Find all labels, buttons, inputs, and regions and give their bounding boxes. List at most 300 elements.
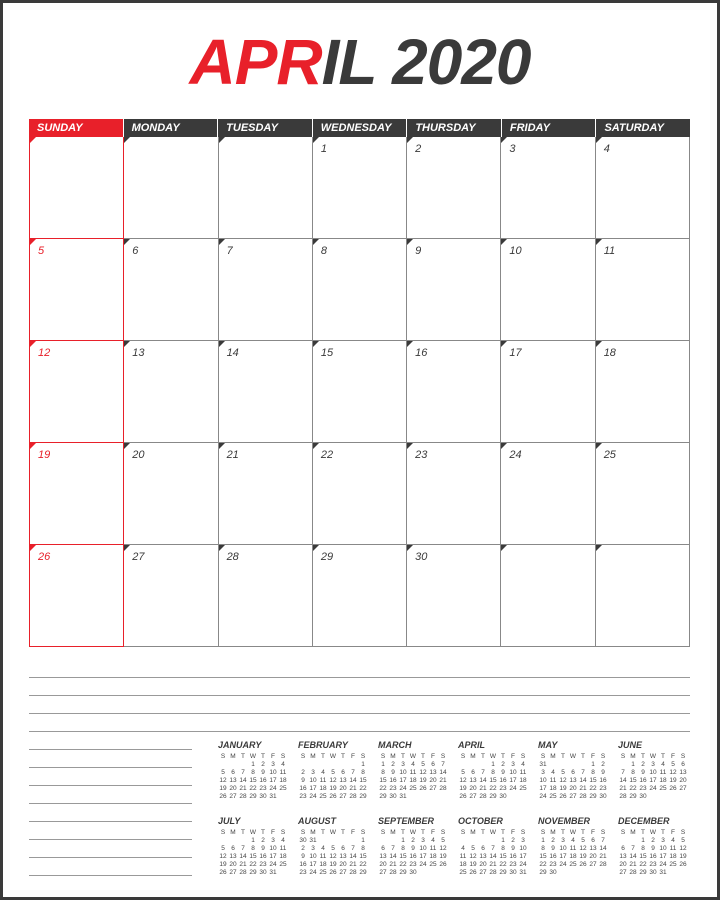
mini-day: 19 [679, 853, 687, 860]
mini-week [218, 869, 288, 877]
mini-day: 23 [259, 785, 267, 792]
mini-day: 17 [519, 853, 527, 860]
mini-day: 20 [569, 785, 577, 792]
mini-day: 4 [281, 761, 285, 768]
mini-day-header: S [620, 753, 626, 760]
mini-day: 15 [589, 777, 597, 784]
day-number: 3 [509, 143, 516, 155]
day-number: 24 [509, 449, 522, 461]
mini-week [218, 793, 288, 801]
mini-day [578, 869, 588, 877]
mini-day: 29 [629, 793, 637, 800]
mini-day-header: T [481, 753, 485, 760]
mini-day: 11 [319, 777, 327, 784]
mini-day: 5 [681, 837, 685, 844]
mini-day: 13 [479, 853, 487, 860]
mini-day: 3 [541, 769, 545, 776]
day-cell[interactable] [29, 239, 124, 341]
day-cell[interactable] [219, 443, 313, 545]
mini-day: 12 [219, 853, 227, 860]
mini-day: 7 [391, 845, 395, 852]
mini-day [618, 761, 628, 769]
day-number: 27 [132, 551, 145, 563]
mini-day: 10 [559, 845, 567, 852]
mini-day: 10 [309, 853, 317, 860]
mini-day: 27 [229, 869, 237, 876]
mini-day-header: T [641, 829, 645, 836]
mini-day: 4 [671, 837, 675, 844]
mini-day [298, 761, 308, 769]
mini-day: 22 [359, 785, 367, 792]
day-number: 5 [38, 245, 45, 257]
day-cell[interactable] [407, 239, 501, 341]
mini-day: 19 [669, 777, 677, 784]
mini-day [648, 793, 658, 801]
mini-day: 22 [489, 785, 497, 792]
mini-day: 2 [601, 761, 605, 768]
mini-day: 15 [629, 777, 637, 784]
mini-day: 29 [489, 793, 497, 800]
day-number: 21 [226, 449, 239, 461]
mini-day: 31 [539, 761, 547, 768]
mini-day: 27 [229, 793, 237, 800]
mini-day: 24 [649, 785, 657, 792]
mini-day: 27 [379, 869, 387, 876]
day-number: 18 [603, 347, 616, 359]
mini-day-header: T [501, 753, 505, 760]
mini-day: 27 [429, 785, 437, 792]
mini-day [308, 761, 318, 769]
mini-day: 10 [399, 769, 407, 776]
note-line [29, 677, 690, 678]
mini-day [668, 793, 678, 801]
mini-day: 25 [549, 793, 557, 800]
note-line [29, 839, 192, 840]
mini-day: 24 [309, 793, 317, 800]
mini-day-headers [378, 829, 448, 837]
mini-day-header: F [671, 753, 675, 760]
mini-week [298, 769, 368, 777]
mini-day: 20 [479, 861, 487, 868]
mini-day: 27 [569, 793, 577, 800]
mini-week [618, 861, 688, 869]
mini-day: 4 [431, 837, 435, 844]
mini-day [328, 761, 338, 769]
mini-day: 1 [251, 837, 255, 844]
mini-day [238, 837, 248, 845]
mini-day-header: S [680, 829, 686, 836]
mini-day: 28 [239, 793, 247, 800]
mini-day: 12 [459, 777, 467, 784]
mini-day: 1 [401, 837, 405, 844]
day-number: 25 [603, 449, 616, 461]
mini-day: 2 [261, 761, 265, 768]
mini-day [628, 837, 638, 845]
mini-day: 27 [339, 793, 347, 800]
mini-day: 29 [539, 869, 547, 876]
mini-day: 3 [401, 761, 405, 768]
mini-calendar [298, 740, 368, 801]
mini-week [298, 837, 368, 845]
mini-day: 16 [259, 853, 267, 860]
mini-day: 25 [519, 785, 527, 792]
mini-day: 29 [249, 793, 257, 800]
mini-month-name: MAY [538, 740, 558, 750]
mini-day [278, 793, 288, 801]
mini-day: 7 [491, 845, 495, 852]
mini-day: 9 [411, 845, 415, 852]
day-cell[interactable] [29, 341, 124, 443]
mini-day: 17 [269, 853, 277, 860]
day-cell[interactable] [219, 239, 313, 341]
mini-day: 11 [519, 769, 527, 776]
mini-week [618, 793, 688, 801]
mini-day: 19 [559, 785, 567, 792]
mini-day-header: S [440, 753, 446, 760]
mini-day: 25 [319, 793, 327, 800]
mini-day: 21 [389, 861, 397, 868]
mini-day: 30 [499, 793, 507, 800]
mini-week [378, 861, 448, 869]
mini-day: 11 [409, 769, 417, 776]
day-cell[interactable] [501, 239, 595, 341]
mini-day: 15 [489, 777, 497, 784]
mini-day-header: S [520, 829, 526, 836]
mini-day: 19 [329, 861, 337, 868]
day-number: 1 [320, 143, 327, 155]
mini-day-header: T [581, 829, 585, 836]
day-cell[interactable] [124, 239, 218, 341]
mini-day: 24 [269, 785, 277, 792]
day-cell[interactable] [407, 443, 501, 545]
day-cell[interactable] [29, 443, 124, 545]
mini-day: 26 [219, 869, 227, 876]
day-cell[interactable] [501, 137, 595, 239]
mini-day [408, 793, 418, 801]
mini-day: 13 [569, 777, 577, 784]
day-cell[interactable] [501, 545, 595, 647]
mini-day: 7 [241, 769, 245, 776]
mini-day: 15 [359, 777, 367, 784]
mini-day-header: S [300, 829, 306, 836]
mini-calendar [538, 816, 608, 877]
mini-day-headers [618, 753, 688, 761]
mini-day: 6 [431, 761, 435, 768]
day-number: 8 [320, 245, 327, 257]
mini-day [668, 869, 678, 877]
mini-day: 4 [571, 837, 575, 844]
mini-day: 11 [429, 845, 437, 852]
day-cell[interactable] [124, 137, 218, 239]
mini-week [298, 853, 368, 861]
mini-day: 13 [339, 853, 347, 860]
mini-day: 16 [259, 777, 267, 784]
mini-calendar [458, 816, 528, 877]
mini-day: 28 [349, 869, 357, 876]
mini-month-name: AUGUST [298, 816, 336, 826]
day-number: 29 [320, 551, 334, 563]
day-cell[interactable] [596, 239, 690, 341]
mini-week [378, 793, 448, 801]
mini-day: 7 [481, 769, 485, 776]
mini-day: 1 [631, 761, 635, 768]
mini-day-header: W [409, 753, 417, 760]
mini-day: 6 [621, 845, 625, 852]
mini-day: 16 [409, 853, 417, 860]
mini-day-header: F [351, 753, 355, 760]
mini-day [518, 793, 528, 801]
day-cell[interactable] [596, 545, 690, 647]
mini-day-header: T [241, 753, 245, 760]
note-line [29, 875, 192, 876]
mini-week [618, 761, 688, 769]
mini-week [378, 837, 448, 845]
mini-day: 26 [329, 869, 337, 876]
mini-day-header: W [329, 753, 337, 760]
mini-day: 28 [579, 793, 587, 800]
mini-day: 7 [441, 761, 445, 768]
mini-week [538, 837, 608, 845]
mini-day [388, 837, 398, 845]
mini-week [458, 837, 528, 845]
mini-day: 7 [601, 837, 605, 844]
mini-day: 14 [489, 853, 497, 860]
mini-day: 1 [591, 761, 595, 768]
mini-day: 8 [251, 845, 255, 852]
mini-day-headers [618, 829, 688, 837]
mini-day [418, 793, 428, 801]
day-cell[interactable] [407, 341, 501, 443]
day-cell[interactable] [124, 545, 218, 647]
mini-day: 25 [429, 861, 437, 868]
mini-day: 28 [239, 869, 247, 876]
mini-day: 18 [279, 777, 287, 784]
mini-day: 5 [561, 769, 565, 776]
mini-day [218, 761, 228, 769]
mini-calendar [538, 740, 608, 801]
mini-day: 16 [299, 785, 307, 792]
mini-day: 10 [269, 769, 277, 776]
mini-day: 21 [479, 785, 487, 792]
mini-day-headers [538, 829, 608, 837]
mini-day: 10 [659, 845, 667, 852]
mini-day: 8 [501, 845, 505, 852]
mini-day-header: T [581, 753, 585, 760]
mini-day: 7 [581, 769, 585, 776]
mini-day: 28 [629, 869, 637, 876]
mini-day: 10 [509, 769, 517, 776]
day-cell[interactable] [501, 341, 595, 443]
weekday-saturday: SATURDAY [595, 119, 690, 137]
mini-day [468, 837, 478, 845]
mini-day: 20 [229, 785, 237, 792]
mini-day: 25 [319, 869, 327, 876]
mini-day: 26 [559, 793, 567, 800]
mini-day: 16 [599, 777, 607, 784]
mini-month-name: OCTOBER [458, 816, 503, 826]
mini-month-name: FEBRUARY [298, 740, 348, 750]
mini-day: 20 [429, 777, 437, 784]
mini-day: 18 [549, 785, 557, 792]
mini-week [378, 869, 448, 877]
mini-calendar [298, 816, 368, 877]
mini-day-header: S [440, 829, 446, 836]
mini-day-header: W [489, 829, 497, 836]
mini-day: 30 [649, 869, 657, 876]
mini-day: 7 [351, 769, 355, 776]
mini-day [478, 837, 488, 845]
mini-day: 18 [279, 853, 287, 860]
mini-day [508, 793, 518, 801]
mini-day-headers [538, 753, 608, 761]
mini-day-header: W [569, 829, 577, 836]
mini-day [328, 837, 338, 845]
mini-day-header: M [550, 829, 556, 836]
mini-day: 7 [351, 845, 355, 852]
mini-day-header: M [550, 753, 556, 760]
day-number: 6 [132, 245, 139, 257]
mini-day: 1 [641, 837, 645, 844]
mini-day-header: T [641, 753, 645, 760]
mini-day: 10 [309, 777, 317, 784]
mini-day [488, 837, 498, 845]
mini-day: 26 [329, 793, 337, 800]
mini-day-header: F [671, 829, 675, 836]
mini-day-header: M [630, 753, 636, 760]
day-number: 23 [415, 449, 428, 461]
day-number: 26 [38, 551, 51, 563]
day-cell[interactable] [29, 545, 124, 647]
mini-day: 10 [269, 845, 277, 852]
mini-day: 23 [509, 861, 517, 868]
mini-day-header: F [271, 753, 275, 760]
day-cell[interactable] [219, 545, 313, 647]
day-cell[interactable] [313, 239, 407, 341]
mini-week [458, 869, 528, 877]
mini-day: 27 [469, 793, 477, 800]
mini-day: 15 [249, 777, 257, 784]
mini-day-header: F [431, 829, 435, 836]
mini-day: 31 [309, 837, 317, 844]
mini-day: 26 [679, 861, 687, 868]
mini-day: 1 [501, 837, 505, 844]
day-cell[interactable] [124, 443, 218, 545]
mini-day-header: M [470, 753, 476, 760]
note-line [29, 695, 690, 696]
day-cell[interactable] [313, 443, 407, 545]
day-cell[interactable] [219, 341, 313, 443]
mini-day [478, 761, 488, 769]
mini-day-header: T [481, 829, 485, 836]
page-title [0, 26, 720, 98]
mini-day: 3 [521, 837, 525, 844]
week-row [29, 443, 690, 545]
day-cell[interactable] [596, 443, 690, 545]
mini-day: 24 [419, 861, 427, 868]
mini-week [618, 837, 688, 845]
mini-day: 8 [631, 769, 635, 776]
mini-day: 13 [229, 853, 237, 860]
mini-day: 14 [619, 777, 627, 784]
mini-day: 4 [461, 845, 465, 852]
weekday-wednesday: WEDNESDAY [312, 119, 407, 137]
day-cell[interactable] [596, 137, 690, 239]
calendar-grid [29, 119, 690, 647]
mini-day: 20 [339, 785, 347, 792]
mini-day: 11 [279, 845, 287, 852]
mini-day: 28 [619, 793, 627, 800]
mini-day: 8 [541, 845, 545, 852]
mini-day-header: S [600, 829, 606, 836]
week-row [29, 341, 690, 443]
mini-month-name: DECEMBER [618, 816, 670, 826]
mini-day: 16 [389, 777, 397, 784]
mini-day: 4 [411, 761, 415, 768]
mini-day: 9 [301, 853, 305, 860]
mini-day: 8 [641, 845, 645, 852]
day-cell[interactable] [407, 545, 501, 647]
mini-day: 1 [251, 761, 255, 768]
mini-day: 13 [619, 853, 627, 860]
mini-day: 17 [539, 785, 547, 792]
mini-day: 12 [419, 769, 427, 776]
mini-day: 23 [299, 869, 307, 876]
mini-day: 21 [489, 861, 497, 868]
mini-day: 8 [591, 769, 595, 776]
mini-day: 3 [651, 761, 655, 768]
day-cell[interactable] [596, 341, 690, 443]
day-cell[interactable] [501, 443, 595, 545]
note-line [29, 749, 192, 750]
day-cell[interactable] [313, 545, 407, 647]
mini-day: 9 [301, 777, 305, 784]
mini-day [348, 837, 358, 845]
mini-day: 28 [349, 793, 357, 800]
mini-day: 26 [669, 785, 677, 792]
mini-day-header: S [540, 829, 546, 836]
day-cell[interactable] [313, 137, 407, 239]
day-number: 30 [415, 551, 428, 563]
mini-day: 1 [361, 837, 365, 844]
day-cell[interactable] [219, 137, 313, 239]
mini-day: 19 [219, 861, 227, 868]
mini-day: 21 [619, 785, 627, 792]
mini-week [298, 761, 368, 769]
mini-day: 4 [281, 837, 285, 844]
mini-day-header: T [661, 753, 665, 760]
mini-week [378, 761, 448, 769]
mini-day-header: M [390, 753, 396, 760]
mini-day: 21 [349, 861, 357, 868]
day-cell[interactable] [124, 341, 218, 443]
mini-day: 27 [479, 869, 487, 876]
mini-day: 3 [311, 769, 315, 776]
day-cell[interactable] [29, 137, 124, 239]
day-cell[interactable] [407, 137, 501, 239]
mini-day-header: M [470, 829, 476, 836]
mini-day-header: F [431, 753, 435, 760]
mini-day: 23 [499, 785, 507, 792]
day-cell[interactable] [313, 341, 407, 443]
mini-day: 2 [511, 837, 515, 844]
mini-day: 21 [439, 777, 447, 784]
mini-day: 2 [391, 761, 395, 768]
mini-day: 28 [599, 861, 607, 868]
mini-day: 9 [261, 769, 265, 776]
mini-calendar [218, 740, 288, 801]
mini-day: 31 [399, 793, 407, 800]
mini-day-headers [298, 829, 368, 837]
